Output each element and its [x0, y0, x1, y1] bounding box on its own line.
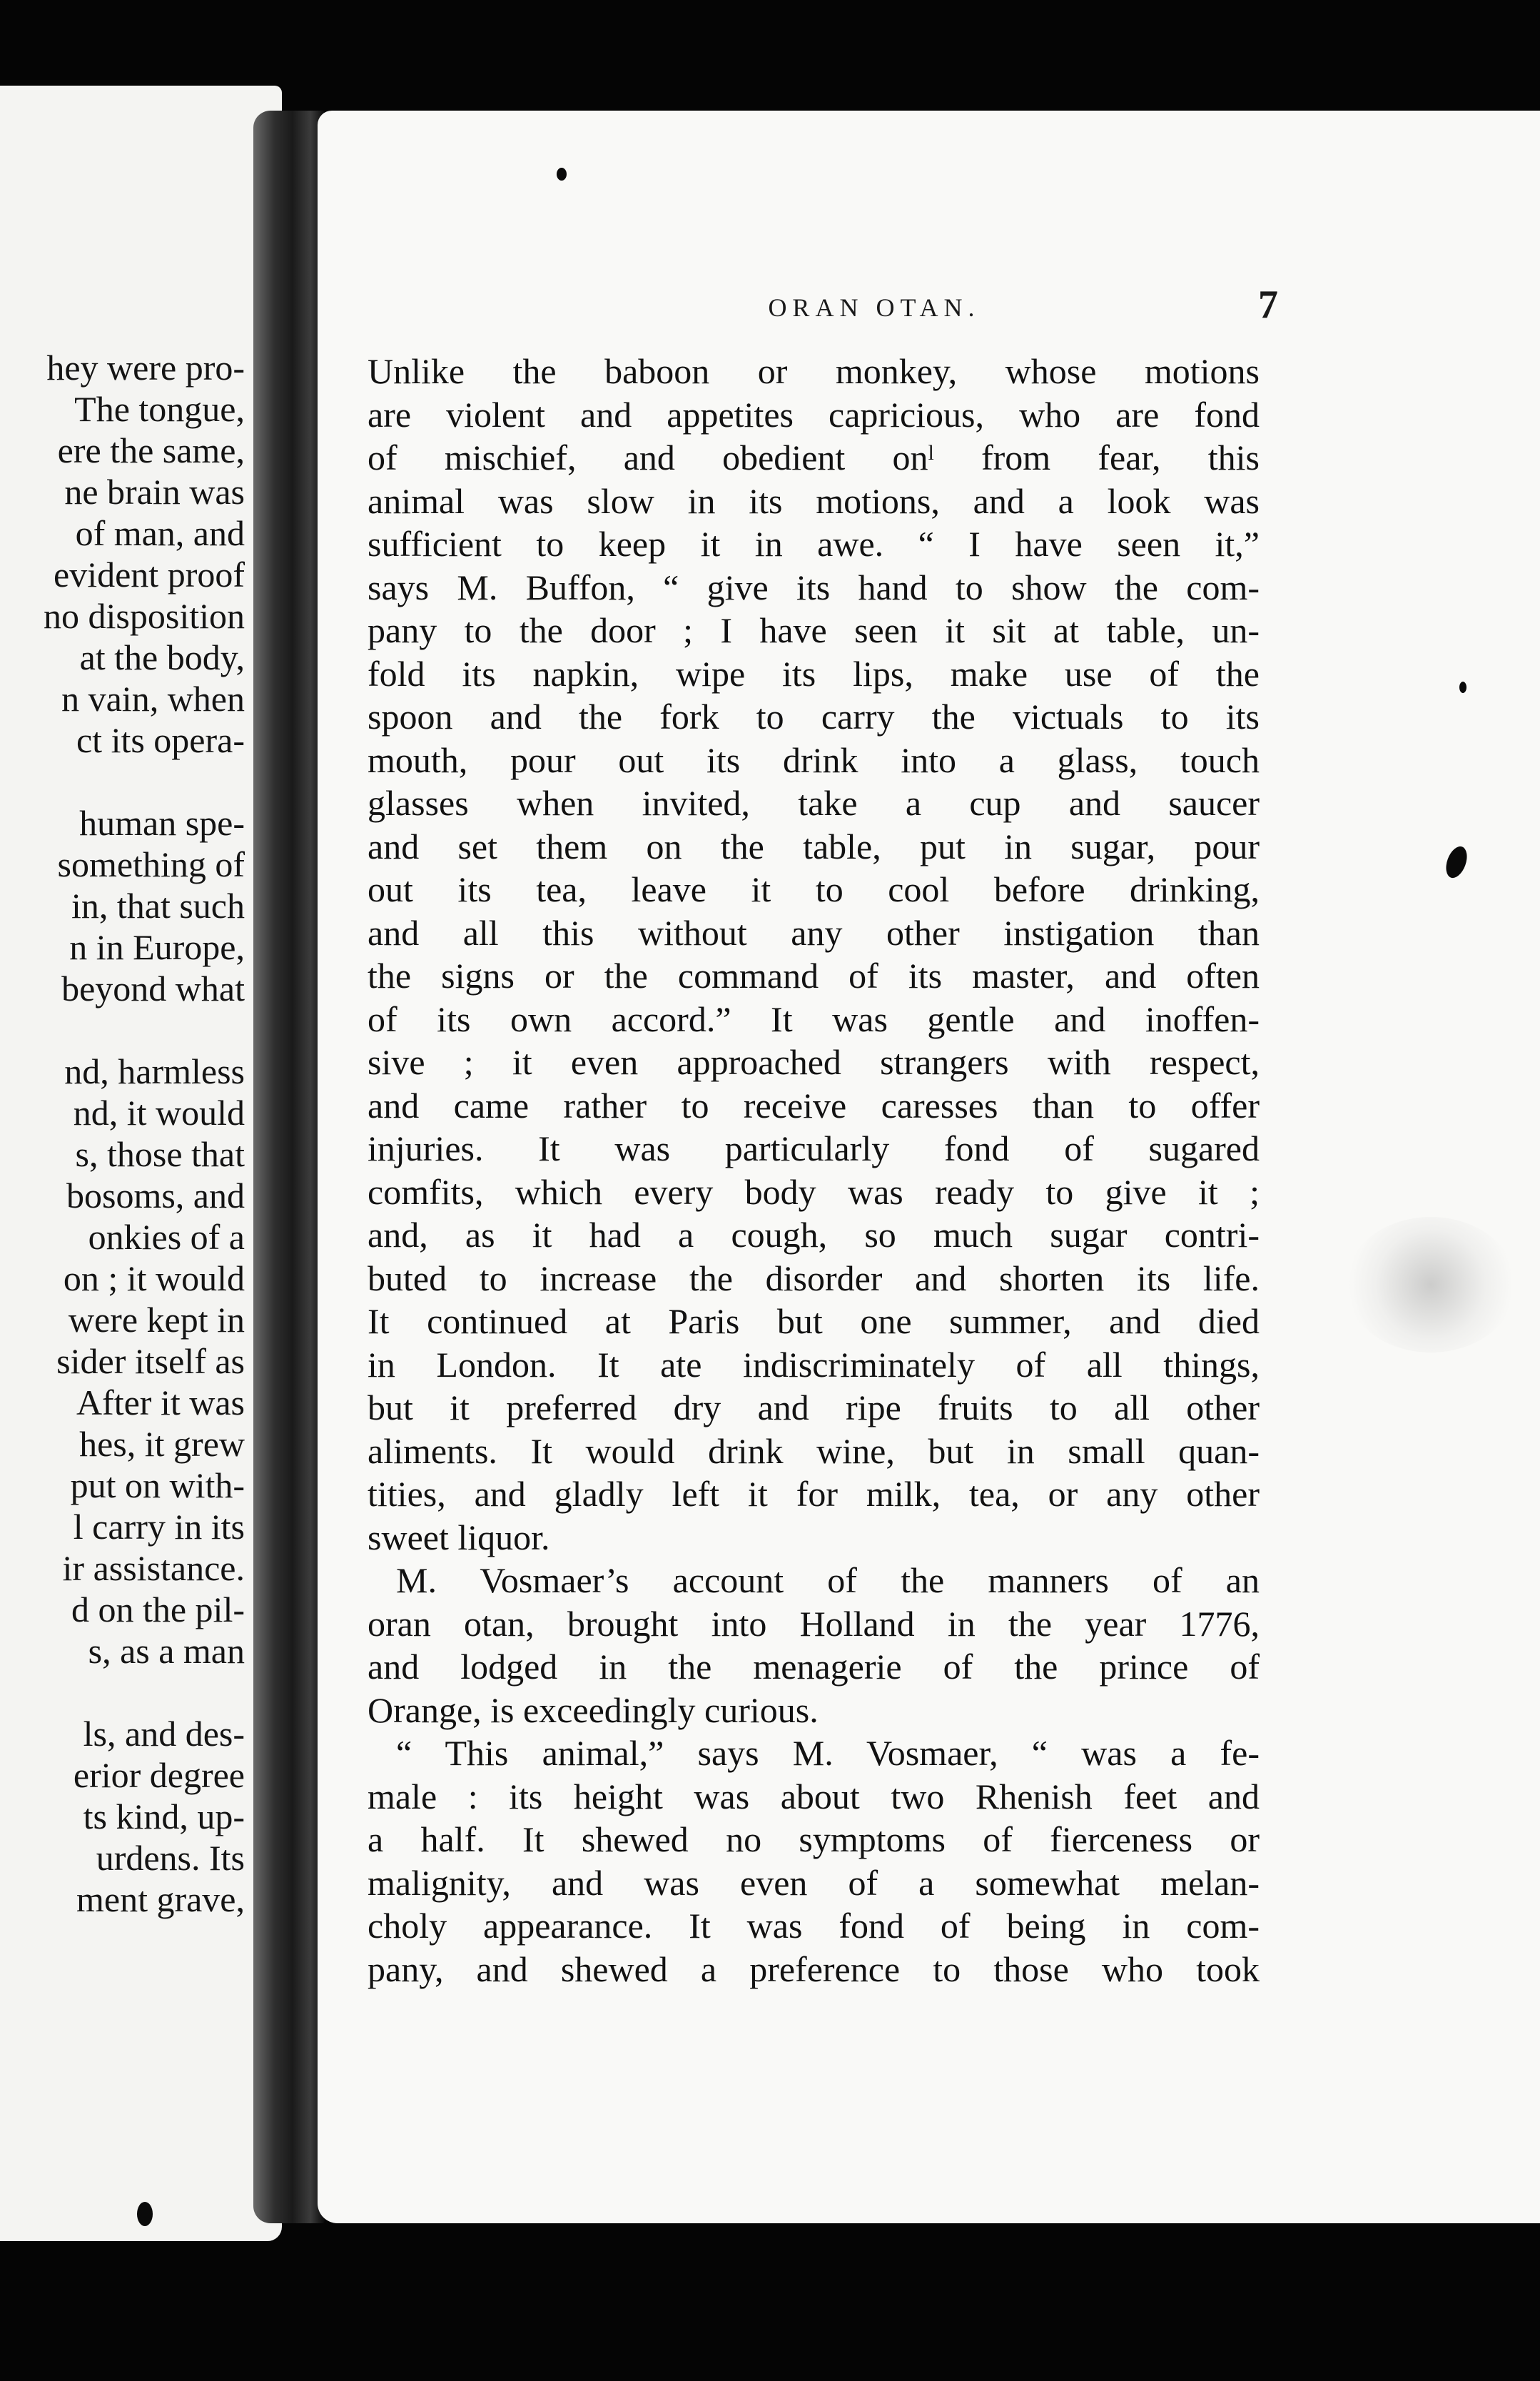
left-text-line: in, that such — [71, 886, 245, 926]
left-text-line: urdens. Its — [96, 1838, 245, 1878]
ink-spot — [1442, 844, 1471, 881]
left-text-line: beyond what — [61, 969, 245, 1008]
left-text-line: hey were pro- — [46, 348, 245, 388]
left-text-line: erior degree — [73, 1755, 245, 1795]
text-line: Unlike the baboon or monkey, whose motions — [368, 351, 1260, 391]
body-text — [368, 350, 1260, 1991]
left-text-line: onkies of a — [88, 1217, 245, 1257]
text-line: M. Vosmaer’s account of the manners of an — [396, 1560, 1260, 1600]
text-line: It continued at Paris but one summer, and died — [368, 1301, 1260, 1341]
left-text-line: nd, it would — [73, 1093, 245, 1133]
text-line: malignity, and was even of a somewhat melan- — [368, 1862, 1260, 1903]
text-line: the signs or the command of its master, and often — [368, 956, 1260, 996]
text-line: fold its napkin, wipe its lips, make use of the — [368, 653, 1260, 694]
ink-spot — [1459, 682, 1466, 693]
left-text-line: human spe- — [79, 803, 245, 843]
text-line: of mischief, and obedient onˡ from fear, this — [368, 438, 1260, 477]
text-line: tities, and gladly left it for milk, tea, or any other — [368, 1474, 1260, 1514]
text-line: “ This animal,” says M. Vosmaer, “ was a fe- — [396, 1733, 1260, 1773]
page-number: 7 — [1258, 283, 1278, 327]
ink-spot — [557, 168, 567, 181]
left-text-line: bosoms, and — [66, 1176, 245, 1215]
text-line: buted to increase the disorder and shorten its life. — [368, 1258, 1260, 1298]
text-line: glasses when invited, take a cup and saucer — [368, 783, 1260, 823]
text-line: aliments. It would drink wine, but in small quan- — [368, 1430, 1260, 1471]
left-text-line: ls, and des- — [83, 1714, 245, 1754]
text-line: and set them on the table, put in sugar, pour — [368, 826, 1260, 866]
text-line: spoon and the fork to carry the victuals to its — [368, 697, 1260, 737]
ink-spot — [137, 2202, 153, 2226]
left-text-line: no disposition — [44, 596, 245, 636]
left-text-line: hes, it grew — [79, 1424, 245, 1464]
text-line: sive ; it even approached strangers with respect, — [368, 1042, 1260, 1082]
left-facing-page — [0, 86, 282, 2241]
left-text-line: were kept in — [68, 1300, 245, 1340]
left-text-line: something of — [57, 844, 245, 884]
text-line: oran otan, brought into Holland in the year 1776, — [368, 1603, 1260, 1644]
left-text-line: l carry in its — [73, 1507, 245, 1547]
left-text-line: ment grave, — [76, 1879, 245, 1919]
text-line: pany to the door ; I have seen it sit at table, un- — [368, 610, 1260, 650]
text-line: sufficient to keep it in awe. “ I have seen it,” — [368, 524, 1260, 564]
left-text-line: at the body, — [79, 637, 245, 677]
left-text-line: ts kind, up- — [83, 1796, 245, 1836]
text-line: comfits, which every body was ready to give it ; — [368, 1171, 1260, 1212]
left-text-line: put on with- — [70, 1465, 245, 1505]
left-text-line: n vain, when — [61, 679, 245, 719]
text-line: male : its height was about two Rhenish feet and — [368, 1776, 1260, 1816]
text-line: in London. It ate indiscriminately of all things, — [368, 1344, 1260, 1385]
left-text-line: ir assistance. — [62, 1548, 245, 1588]
text-line: animal was slow in its motions, and a look was — [368, 480, 1260, 521]
text-line: but it preferred dry and ripe fruits to all other — [368, 1387, 1260, 1427]
text-line: Orange, is exceedingly curious. — [368, 1689, 819, 1730]
text-line: mouth, pour out its drink into a glass, touch — [368, 739, 1260, 780]
left-text-line: nd, harmless — [64, 1051, 245, 1091]
left-text-line: ne brain was — [64, 472, 245, 512]
left-text-line: sider itself as — [56, 1341, 245, 1381]
left-text-line: s, those that — [75, 1134, 245, 1174]
text-line: and lodged in the menagerie of the prince of — [368, 1647, 1260, 1687]
text-line: pany, and shewed a preference to those who took — [368, 1948, 1260, 1989]
text-line: are violent and appetites capricious, who are fond — [368, 394, 1260, 435]
text-line: says M. Buffon, “ give its hand to show the com- — [368, 567, 1260, 607]
book-gutter — [253, 111, 325, 2223]
text-line: and came rather to receive caresses than to offer — [368, 1085, 1260, 1126]
left-text-line: After it was — [76, 1382, 245, 1422]
text-line: out its tea, leave it to cool before drinking, — [368, 869, 1260, 909]
left-text-line: on ; it would — [63, 1258, 245, 1298]
text-line: injuries. It was particularly fond of sugared — [368, 1128, 1260, 1168]
running-head: ORAN OTAN. — [768, 293, 981, 322]
text-line: choly appearance. It was fond of being in com- — [368, 1906, 1260, 1946]
text-line: sweet liquor. — [368, 1517, 550, 1557]
left-text-line: n in Europe, — [69, 927, 245, 967]
right-page — [318, 111, 1540, 2223]
left-text-line: ere the same, — [57, 430, 245, 470]
left-text-line: d on the pil- — [71, 1589, 245, 1629]
left-text-line: of man, and — [75, 513, 245, 553]
left-text-line: s, as a man — [88, 1631, 245, 1671]
left-text-line: evident proof — [54, 555, 245, 595]
text-line: a half. It shewed no symptoms of fierceness or — [368, 1819, 1260, 1859]
left-text-line: ct its opera- — [76, 720, 245, 760]
paper-stain — [1345, 1217, 1516, 1353]
left-text-line: The tongue, — [74, 389, 245, 429]
text-line: of its own accord.” It was gentle and inoffen- — [368, 999, 1260, 1039]
text-line: and all this without any other instigation than — [368, 912, 1260, 953]
text-line: and, as it had a cough, so much sugar contri- — [368, 1215, 1260, 1255]
